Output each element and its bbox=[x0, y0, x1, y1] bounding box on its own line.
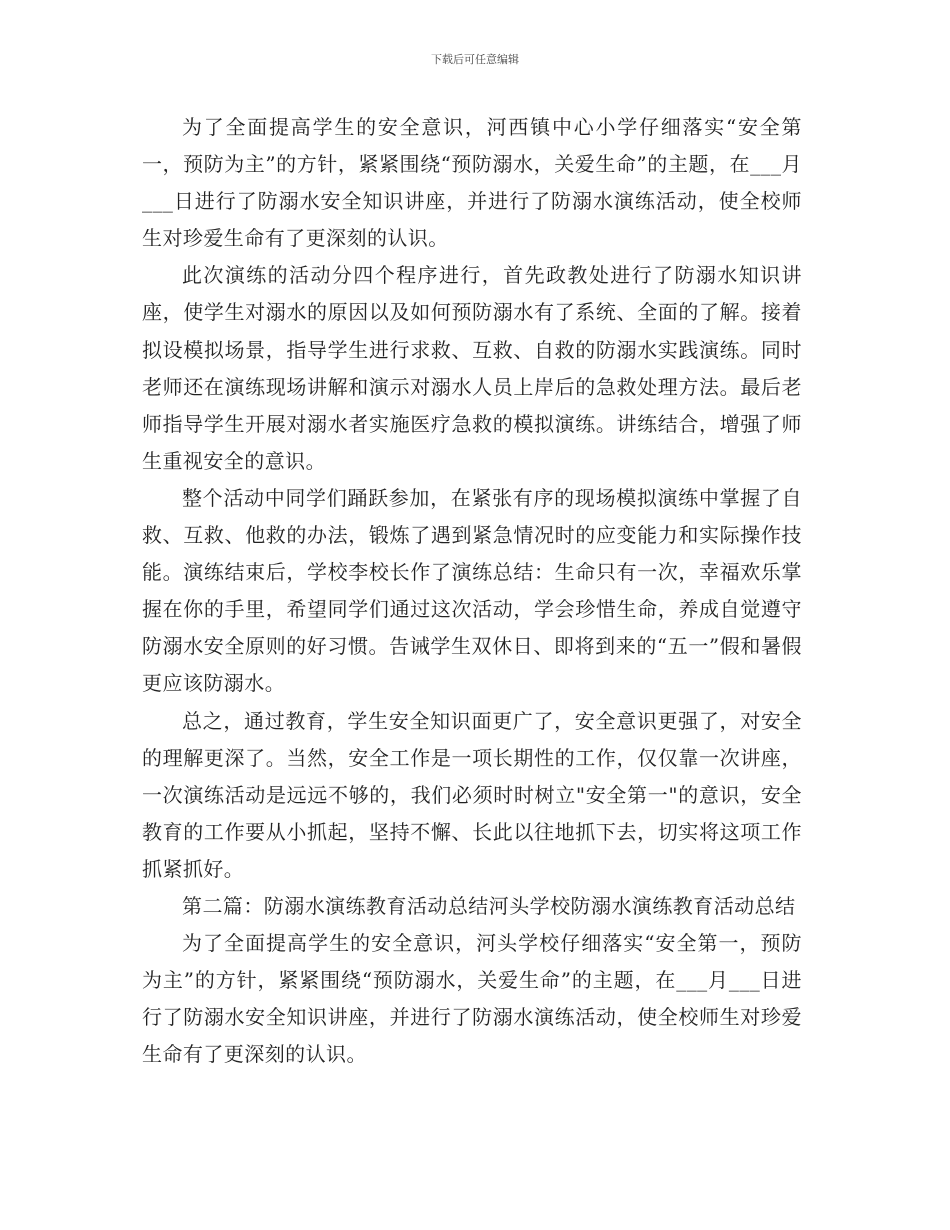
paragraph-3: 整个活动中同学们踊跃参加，在紧张有序的现场模拟演练中掌握了自救、互救、他救的办法，锻炼了遇到紧急情况时的应变能力和实际操作技能。演练结束后，学校李校长作了演练总结：生命只有一次，幸福欢乐掌握在你的手里，希望同学们通过这次活动，学会珍惜生命，养成自觉遵守防溺水安全原则的好习惯。告诫学生双休日、即将到来的“五一”假和暑假更应该防溺水。 bbox=[142, 485, 802, 696]
paragraph-2: 此次演练的活动分四个程序进行，首先政教处进行了防溺水知识讲座，使学生对溺水的原因以及如何预防溺水有了系统、全面的了解。接着拟设模拟场景，指导学生进行求救、互救、自救的防溺水实践演练。同时老师还在演练现场讲解和演示对溺水人员上岸后的急救处理方法。最后老师指导学生开展对溺水者实施医疗急救的模拟演练。讲练结合，增强了师生重视安全的意识。 bbox=[142, 263, 802, 473]
paragraph-4: 总之，通过教育，学生安全知识面更广了，安全意识更强了，对安全的理解更深了。当然，安全工作是一项长期性的工作，仅仅靠一次讲座，一次演练活动是远远不够的，我们必须时时树立"安全第一"的意识，安全教育的工作要从小抓起，坚持不懈、长此以往地抓下去，切实将这项工作抓紧抓好。 bbox=[142, 708, 802, 881]
page-header-note: 下载后可任意编辑 bbox=[431, 53, 519, 66]
document-body bbox=[142, 109, 802, 1073]
section-heading-part-two: 第二篇：防溺水演练教育活动总结河头学校防溺水演练教育活动总结 bbox=[182, 893, 796, 918]
paragraph-1: 为了全面提高学生的安全意识，河西镇中心小学仔细落实“安全第一，预防为主”的方针，紧紧围绕“预防溺水，关爱生命”的主题，在___月___日进行了防溺水安全知识讲座，并进行了防溺水演练活动，使全校师生对珍爱生命有了更深刻的认识。 bbox=[142, 115, 802, 251]
paragraph-6: 为了全面提高学生的安全意识，河头学校仔细落实“安全第一，预防为主”的方针，紧紧围绕“预防溺水，关爱生命”的主题，在___月___日进行了防溺水安全知识讲座，并进行了防溺水演练活动，使全校师生对珍爱生命有了更深刻的认识。 bbox=[142, 931, 802, 1067]
